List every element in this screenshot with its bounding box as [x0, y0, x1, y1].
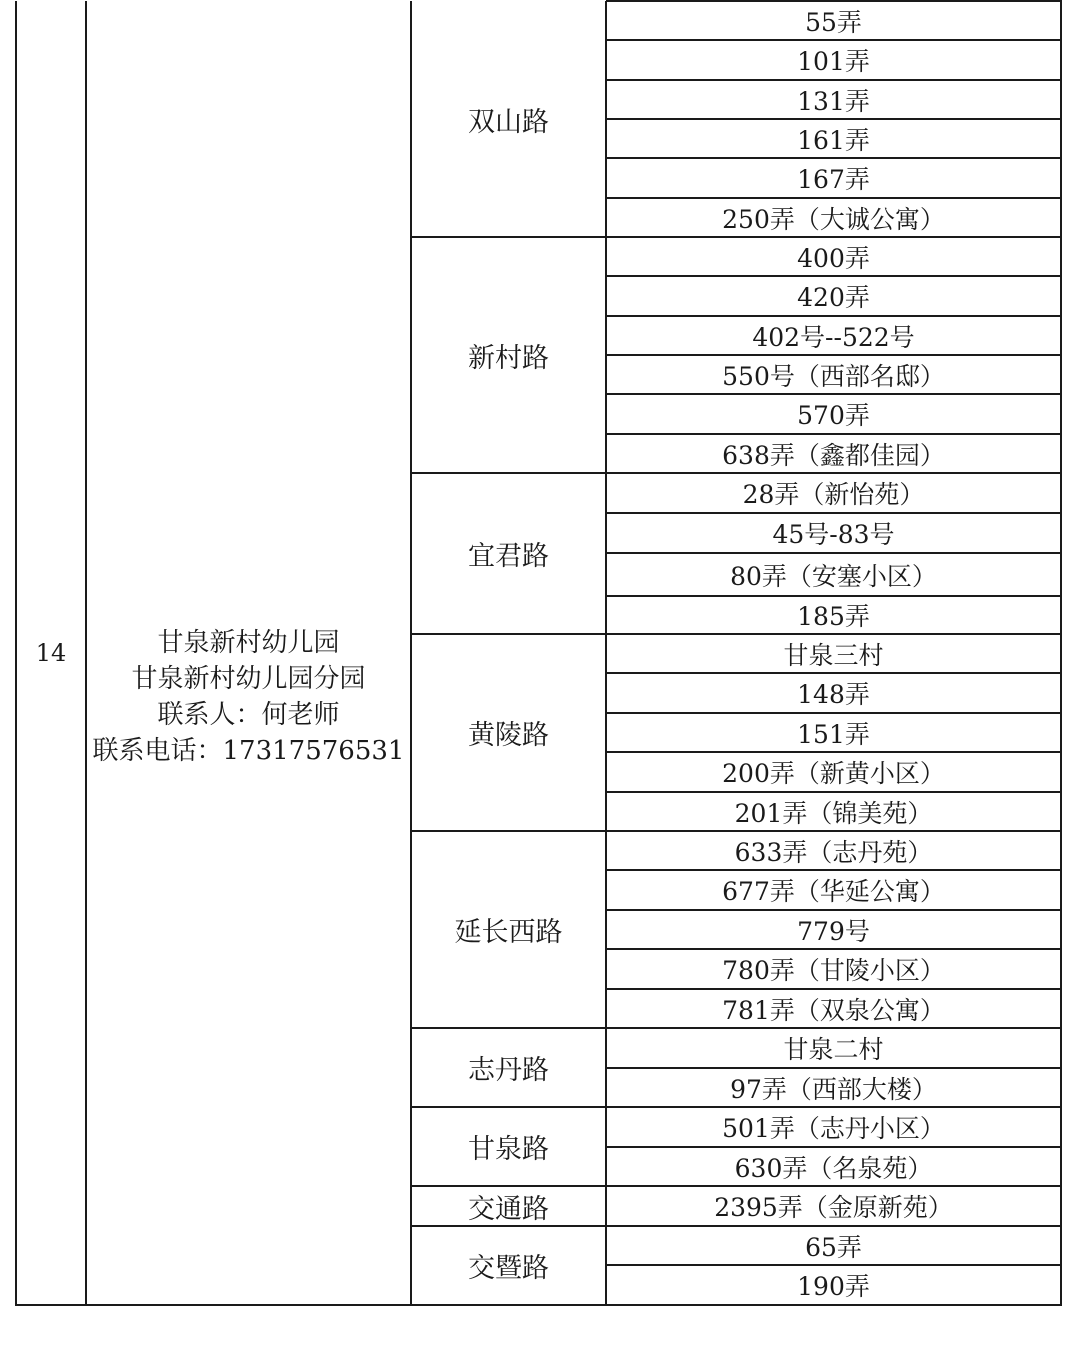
address-row-rule	[606, 909, 1062, 911]
road-group-rule	[411, 633, 1062, 635]
address-row-rule	[606, 315, 1062, 317]
address-row-rule	[606, 354, 1062, 356]
address-cell: 28弄（新怡苑）	[742, 480, 925, 509]
address-cell: 638弄（鑫都佳园）	[722, 440, 945, 470]
kindergarten-info-cell	[86, 45, 411, 1349]
address-cell: 97弄（西部大楼）	[730, 1074, 937, 1104]
address-cell: 甘泉二村	[783, 1035, 884, 1064]
contact-phone: 联系电话：17317576531	[92, 736, 405, 766]
row-number-cell	[16, 1, 86, 1305]
address-row-rule	[606, 712, 1062, 714]
road-name: 双山路	[468, 106, 549, 138]
road-name: 甘泉路	[468, 1134, 549, 1165]
address-cell: 633弄（志丹苑）	[734, 837, 933, 867]
address-cell: 779号	[797, 916, 870, 946]
address-row-rule	[606, 948, 1062, 950]
address-row-rule	[606, 512, 1062, 514]
address-cell: 200弄（新黄小区）	[722, 759, 945, 788]
address-cell: 167弄	[797, 165, 870, 194]
address-cell: 677弄（华延公寓）	[722, 877, 945, 906]
road-group-rule	[411, 1185, 1062, 1187]
address-cell: 250弄（大诚公寓）	[722, 204, 945, 234]
address-cell: 65弄	[805, 1232, 862, 1262]
road-name: 宜君路	[468, 541, 549, 572]
contact-person: 联系人：何老师	[157, 700, 340, 730]
kindergarten-name: 甘泉新村幼儿园	[157, 628, 340, 658]
address-cell: 190弄	[797, 1272, 870, 1301]
address-row-rule	[606, 1146, 1062, 1148]
road-group-rule	[411, 1106, 1062, 1108]
address-cell: 550号（西部名邸）	[722, 361, 945, 391]
road-name: 延长西路	[454, 917, 563, 948]
address-row-rule	[606, 393, 1062, 395]
kindergarten-branch: 甘泉新村幼儿园分园	[131, 664, 366, 694]
address-row-rule	[606, 988, 1062, 990]
address-cell: 148弄	[797, 680, 870, 709]
column-rule	[85, 1, 87, 1306]
road-group-rule	[411, 830, 1062, 832]
address-cell: 780弄（甘陵小区）	[722, 956, 945, 985]
road-name: 志丹路	[468, 1055, 549, 1086]
address-cell: 570弄	[797, 401, 870, 430]
address-row-rule	[606, 275, 1062, 277]
address-row-rule	[606, 39, 1062, 41]
address-row-rule	[606, 1264, 1062, 1266]
address-row-rule	[606, 157, 1062, 159]
address-cell: 101弄	[797, 47, 870, 76]
address-row-rule	[606, 79, 1062, 81]
road-name: 交通路	[468, 1193, 549, 1225]
road-group-rule	[411, 472, 1062, 474]
address-row-rule	[606, 595, 1062, 597]
road-group-rule	[411, 236, 1062, 238]
address-row-rule	[606, 869, 1062, 871]
address-cell: 400弄	[797, 243, 870, 273]
address-row-rule	[606, 118, 1062, 120]
road-name: 新村路	[468, 342, 549, 374]
address-cell: 501弄（志丹小区）	[722, 1114, 945, 1143]
address-row-rule	[606, 197, 1062, 199]
address-row-rule	[606, 1067, 1062, 1069]
address-cell: 420弄	[797, 283, 870, 312]
table-top-rule	[606, 0, 1062, 2]
address-row-rule	[606, 552, 1062, 554]
road-name: 交暨路	[468, 1253, 549, 1284]
road-name: 黄陵路	[468, 720, 549, 751]
road-group-rule	[411, 1225, 1062, 1227]
row-number: 14	[35, 639, 67, 667]
column-rule	[410, 1, 412, 1306]
address-cell: 185弄	[797, 602, 870, 631]
column-rule	[15, 1, 17, 1306]
address-cell: 161弄	[797, 125, 870, 155]
address-cell: 80弄（安塞小区）	[730, 561, 937, 591]
address-row-rule	[606, 433, 1062, 435]
address-cell: 151弄	[797, 719, 870, 749]
address-cell: 甘泉三村	[783, 640, 884, 670]
address-row-rule	[606, 791, 1062, 793]
address-cell: 2395弄（金原新苑）	[714, 1193, 953, 1222]
address-cell: 781弄（双泉公寓）	[722, 995, 945, 1025]
address-row-rule	[606, 672, 1062, 674]
address-cell: 55弄	[805, 7, 862, 37]
address-cell: 45号-83号	[772, 520, 895, 549]
address-cell: 201弄（锦美苑）	[734, 798, 933, 828]
road-group-rule	[411, 1027, 1062, 1029]
address-cell: 630弄（名泉苑）	[734, 1153, 933, 1183]
address-row-rule	[606, 751, 1062, 753]
address-cell: 402号--522号	[752, 322, 915, 352]
address-cell: 131弄	[797, 86, 870, 116]
